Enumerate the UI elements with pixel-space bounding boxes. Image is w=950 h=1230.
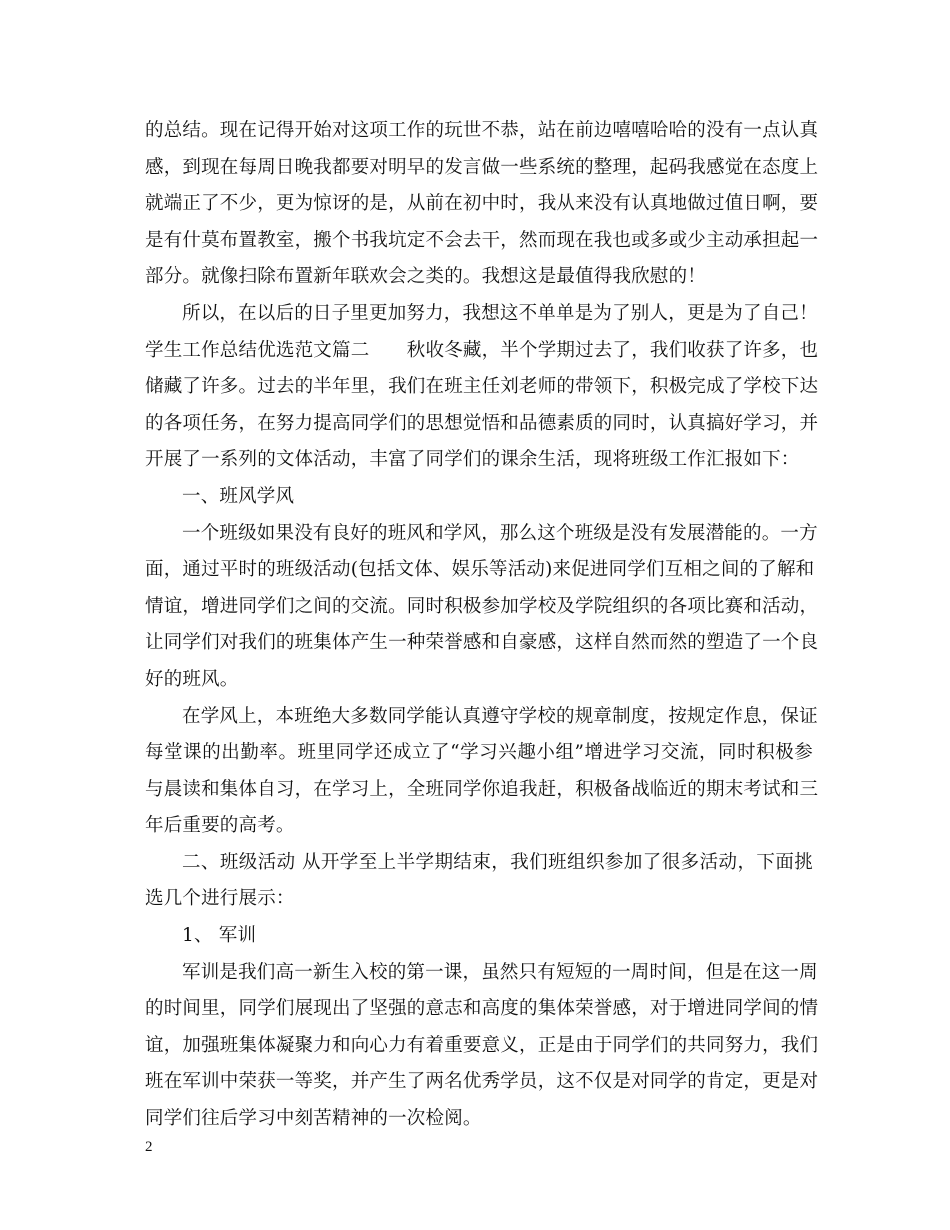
text-line: 好的班风。 xyxy=(145,668,239,690)
text-line: 就端正了不少，更为惊讶的是，从前在初中时，我从来没有认真地做过值日啊，要 xyxy=(145,193,819,215)
text-line: 开展了一系列的文体活动，丰富了同学们的课余生活，现将班级工作汇报如下： xyxy=(145,449,800,471)
text-line: 学生工作总结优选范文篇二 秋收冬藏，半个学期过去了，我们收获了许多，也 xyxy=(145,339,819,361)
text-line: 一个班级如果没有良好的班风和学风，那么这个班级是没有发展潜能的。一方 xyxy=(182,522,818,544)
text-line: 部分。就像扫除布置新年联欢会之类的。我想这是最值得我欣慰的！ xyxy=(145,266,707,288)
text-line: 让同学们对我们的班集体产生一种荣誉感和自豪感，这样自然而然的塑造了一个良 xyxy=(145,632,819,654)
text-line: 选几个进行展示： xyxy=(145,888,295,910)
text-line: 1、 军训 xyxy=(182,925,257,947)
text-line: 的各项任务，在努力提高同学们的思想觉悟和品德素质的同时，认真搞好学习，并 xyxy=(145,412,819,434)
text-line: 情谊，增进同学们之间的交流。同时积极参加学校及学院组织的各项比赛和活动， xyxy=(145,595,819,617)
text-line: 军训是我们高一新生入校的第一课，虽然只有短短的一周时间，但是在这一周 xyxy=(182,961,818,983)
text-line: 感，到现在每周日晚我都要对明早的发言做一些系统的整理，起码我感觉在态度上 xyxy=(145,156,819,178)
text-line: 的总结。现在记得开始对这项工作的玩世不恭，站在前边嘻嘻哈哈的没有一点认真 xyxy=(145,120,819,141)
text-line: 与晨读和集体自习，在学习上，全班同学你追我赶，积极备战临近的期末考试和三 xyxy=(145,778,819,800)
text-line: 所以，在以后的日子里更加努力，我想这不单单是为了别人，更是为了自己！ xyxy=(182,302,818,324)
text-line: 的时间里，同学们展现出了坚强的意志和高度的集体荣誉感，对于增进同学间的情 xyxy=(145,998,819,1020)
document-body xyxy=(145,113,819,1138)
text-line: 每堂课的出勤率。班里同学还成立了“学习兴趣小组”增进学习交流，同时积极参 xyxy=(145,742,813,764)
text-line: 谊，加强班集体凝聚力和向心力有着重要意义，正是由于同学们的共同努力，我们 xyxy=(145,1034,819,1056)
text-line: 班在军训中荣获一等奖，并产生了两名优秀学员，这不仅是对同学的肯定，更是对 xyxy=(145,1071,819,1093)
page-number: 2 xyxy=(145,1139,153,1155)
text-line: 在学风上，本班绝大多数同学能认真遵守学校的规章制度，按规定作息，保证 xyxy=(182,705,818,727)
text-line: 同学们往后学习中刻苦精神的一次检阅。 xyxy=(145,1108,482,1130)
text-line: 年后重要的高考。 xyxy=(145,815,295,837)
text-line: 面，通过平时的班级活动(包括文体、娱乐等活动)来促进同学们互相之间的了解和 xyxy=(145,559,815,581)
text-line: 二、班级活动 从开学至上半学期结束，我们班组织参加了很多活动，下面挑 xyxy=(182,851,813,873)
text-line: 一、班风学风 xyxy=(182,485,295,507)
text-line: 是有什莫布置教室，搬个书我坑定不会去干，然而现在我也或多或少主动承担起一 xyxy=(145,229,819,251)
text-line: 储藏了许多。过去的半年里，我们在班主任刘老师的带领下，积极完成了学校下达 xyxy=(145,376,819,398)
